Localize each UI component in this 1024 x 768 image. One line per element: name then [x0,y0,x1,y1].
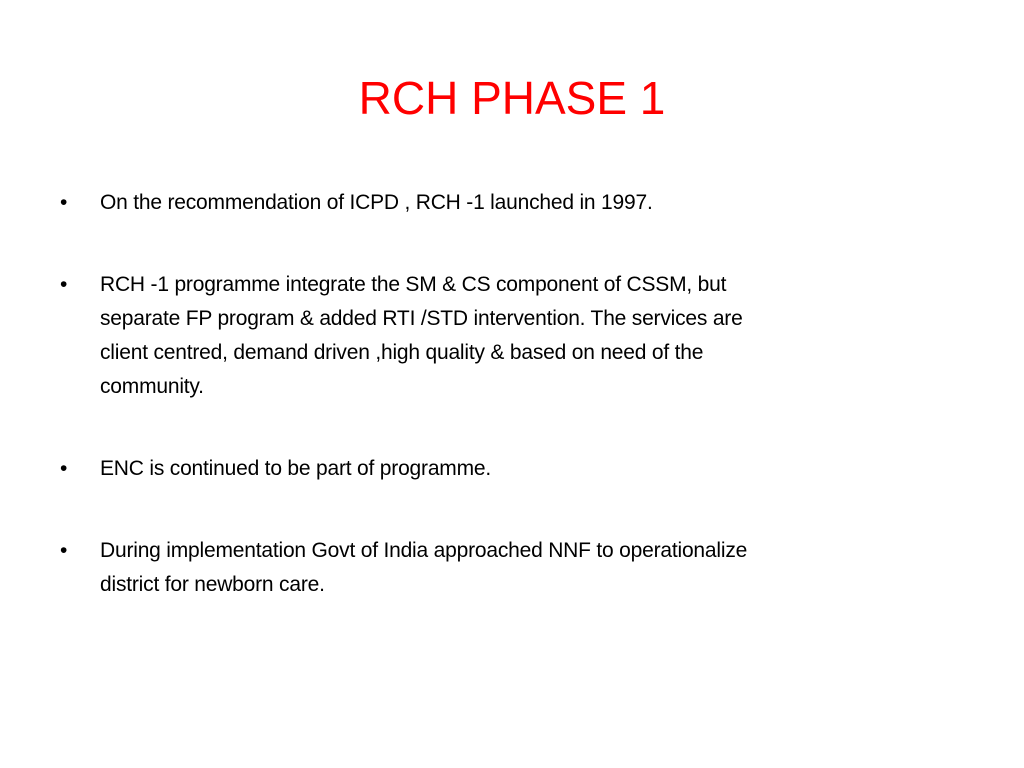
bullet-text: district for newborn care. [100,573,325,596]
bullet-list [0,186,1024,650]
bullet-text: RCH -1 programme integrate the SM & CS component of CSSM, but [100,273,727,296]
bullet-icon: • [60,457,68,480]
bullet-icon: • [60,191,68,214]
bullet-text: client centred, demand driven ,high quality & based on need of the [100,341,704,364]
slide-title: RCH PHASE 1 [358,72,666,124]
bullet-text: ENC is continued to be part of programme. [100,457,491,480]
bullet-text: separate FP program & added RTI /STD intervention. The services are [100,307,743,330]
bullet-text: During implementation Govt of India approached NNF to operationalize [100,539,748,562]
bullet-text: community. [100,375,204,398]
bullet-item [0,186,1024,220]
bullet-icon: • [60,539,68,562]
bullet-item [0,452,1024,486]
bullet-item [0,534,1024,602]
bullet-item [0,268,1024,404]
bullet-text: On the recommendation of ICPD , RCH -1 launched in 1997. [100,191,653,214]
bullet-icon: • [60,273,68,296]
